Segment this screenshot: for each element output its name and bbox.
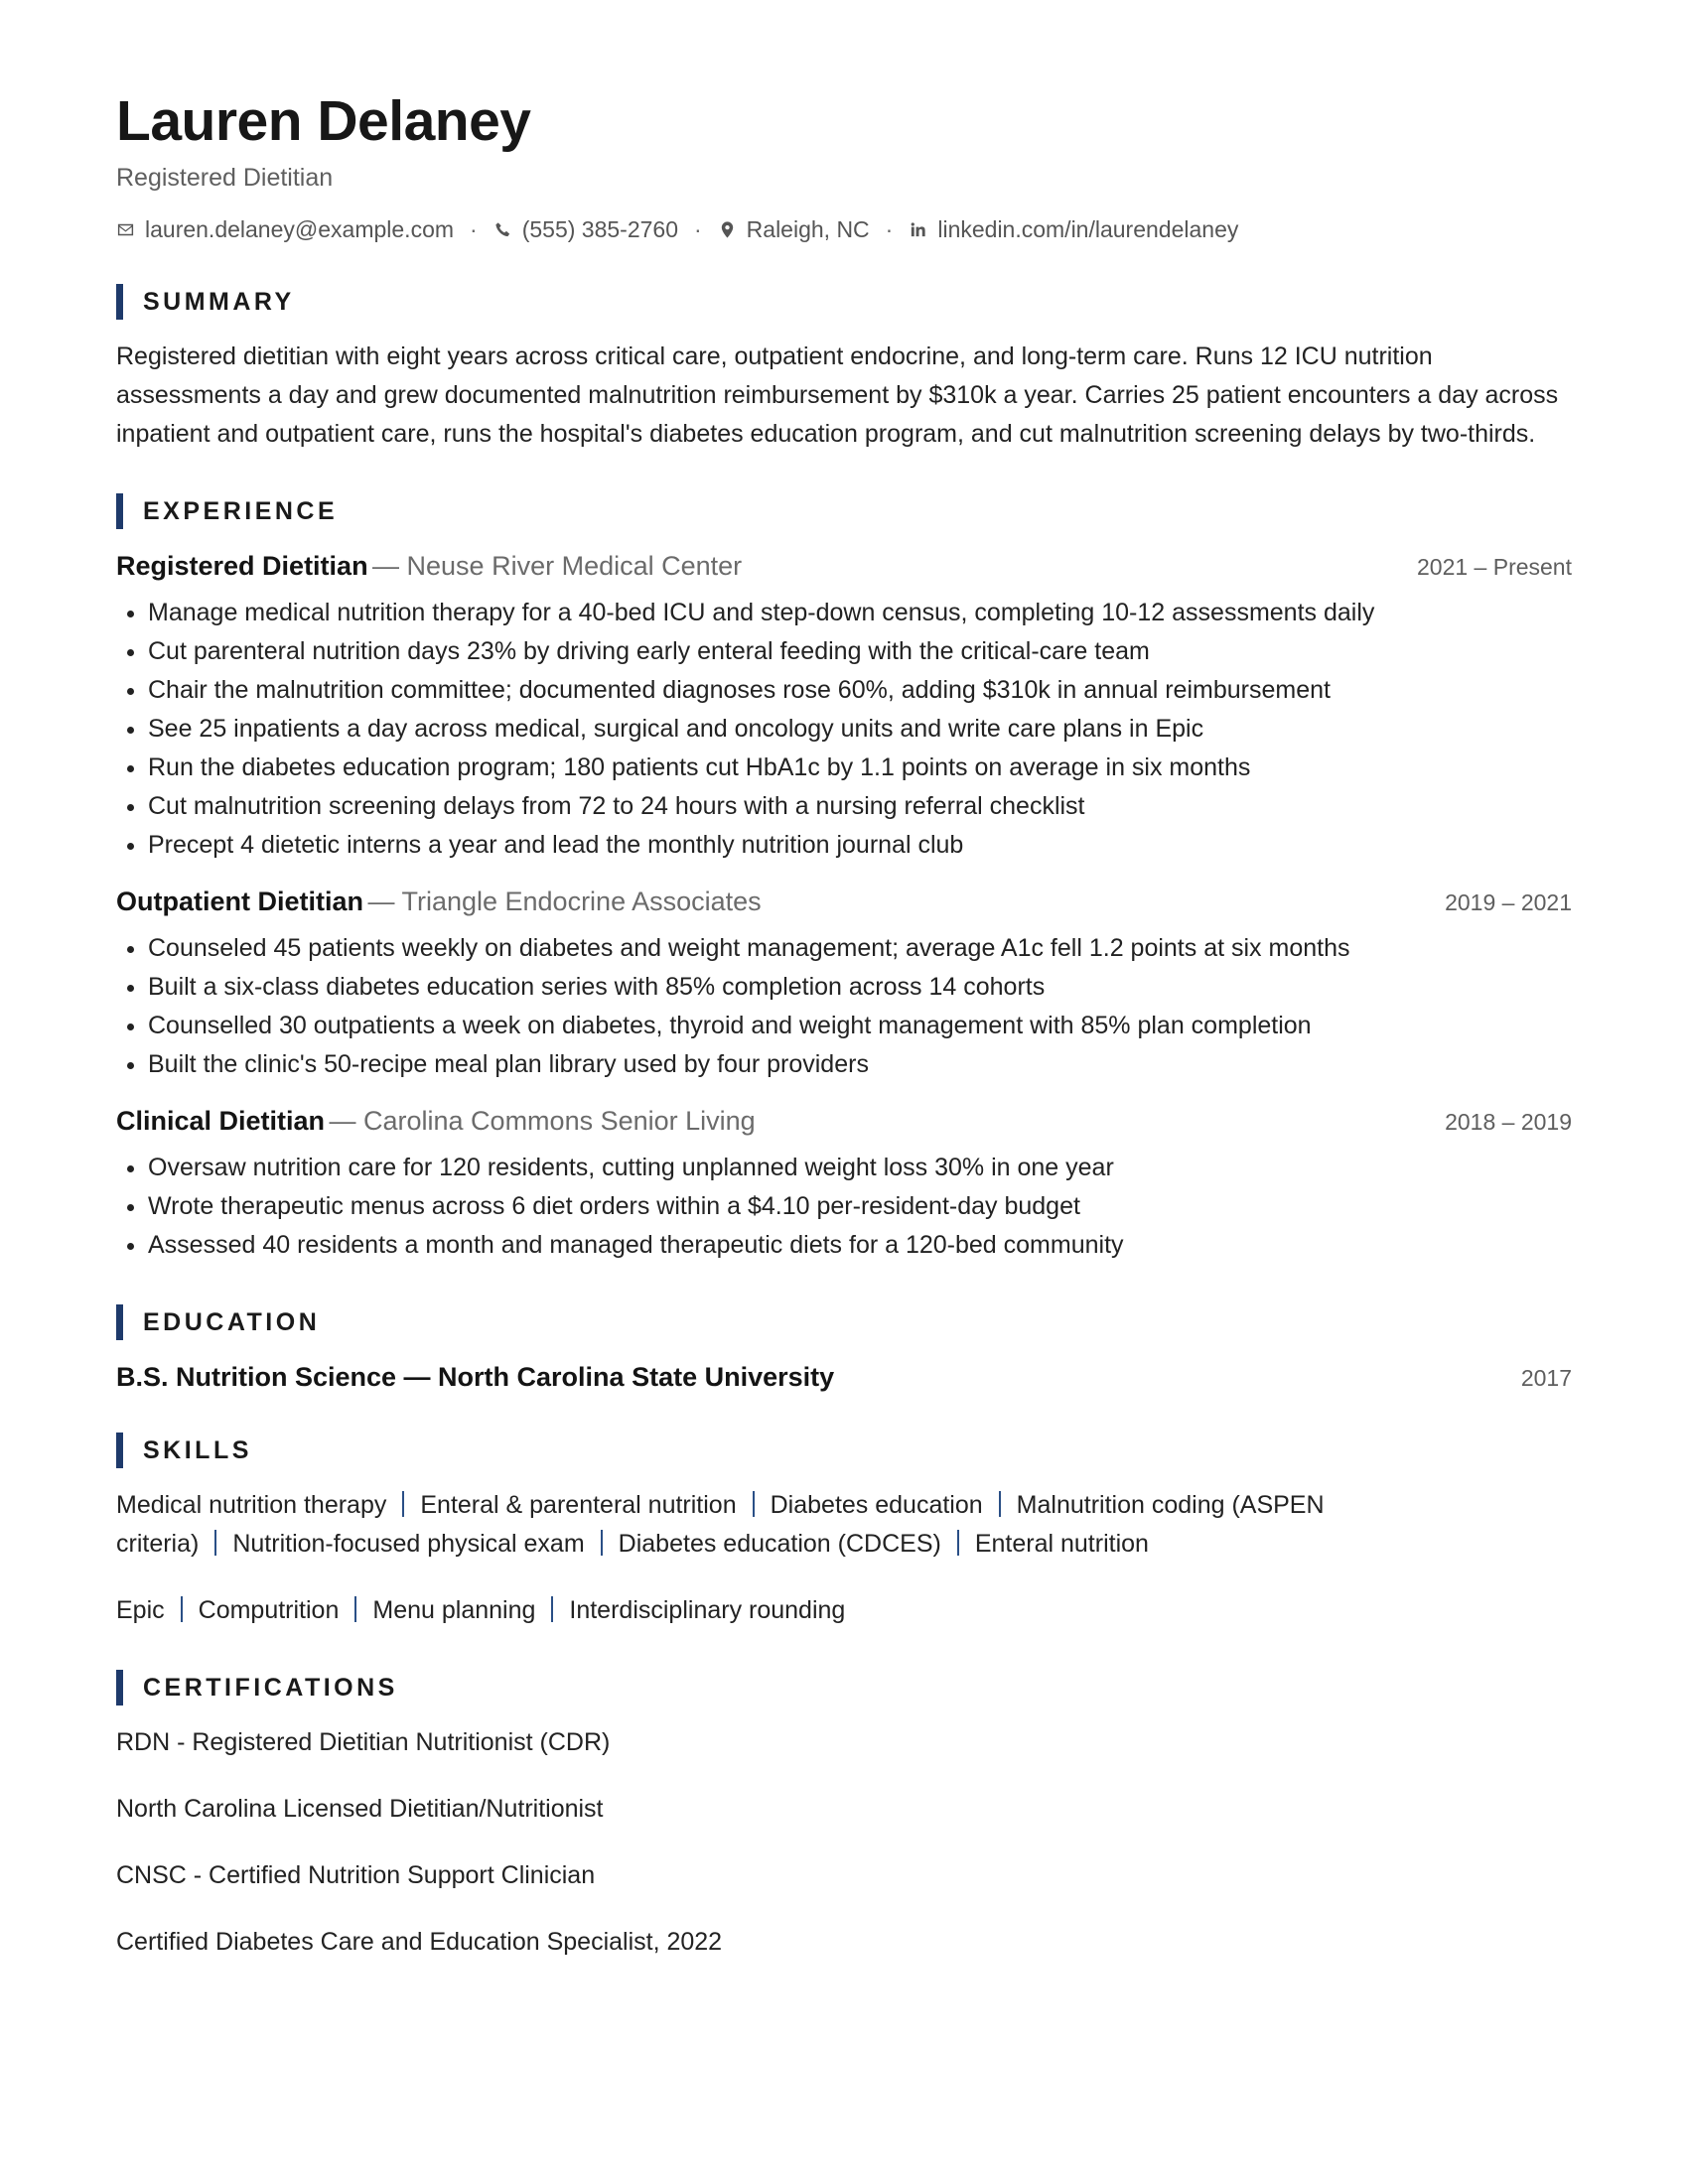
section-title-education: EDUCATION [143, 1307, 321, 1336]
contact-email[interactable] [116, 214, 454, 244]
skill-item: Menu planning [372, 1596, 536, 1624]
skill-item: Interdisciplinary rounding [569, 1596, 846, 1624]
skill-item: Nutrition-focused physical exam [232, 1530, 585, 1558]
skills-group-primary [116, 1486, 1407, 1564]
mail-icon [116, 220, 135, 239]
skill-item: Medical nutrition therapy [116, 1491, 387, 1519]
job-bullets [116, 929, 1572, 1084]
skill-divider [214, 1530, 216, 1556]
section-accent-bar [116, 284, 123, 320]
job-role: Registered Dietitian [116, 551, 368, 581]
skill-divider [551, 1596, 553, 1622]
list-item: • See 25 inpatients a day across medical, surgical and oncology units and write care plans in Epic [148, 710, 1572, 749]
list-item: • Counselled 30 outpatients a week on diabetes, thyroid and weight management with 85% plan completion [148, 1007, 1572, 1045]
location-text: Raleigh, NC [746, 216, 870, 242]
section-accent-bar [116, 1304, 123, 1340]
certifications-section [116, 1670, 1572, 1962]
list-item: • Counseled 45 patients weekly on diabetes and weight management; average A1c fell 1.2 points at six months [148, 929, 1572, 968]
job-header [116, 1106, 1572, 1137]
list-item: • Assessed 40 residents a month and managed therapeutic diets for a 120-bed community [148, 1226, 1572, 1265]
experience-section [116, 493, 1572, 1265]
job-dates: 2018 – 2019 [1445, 1109, 1572, 1135]
section-header [116, 284, 1572, 320]
candidate-name: Lauren Delaney [116, 89, 531, 153]
job-header [116, 551, 1572, 582]
skill-item: Diabetes education [770, 1491, 983, 1519]
contact-separator: · [470, 216, 478, 242]
section-title-skills: SKILLS [143, 1435, 252, 1464]
skill-divider [999, 1491, 1001, 1517]
list-item: • Precept 4 dietetic interns a year and lead the monthly nutrition journal club [148, 826, 1572, 865]
section-title-certifications: CERTIFICATIONS [143, 1673, 398, 1702]
job-entry [116, 1106, 1572, 1265]
list-item: • Built the clinic's 50-recipe meal plan library used by four providers [148, 1045, 1572, 1084]
skill-divider [354, 1596, 356, 1622]
skill-item: Enteral nutrition [974, 1530, 1149, 1558]
summary-text: Registered dietitian with eight years across critical care, outpatient endocrine, and long-term care. Runs 12 ICU nutrition assessments a day and grew documented malnutrition reimbursement by $310k a year. Carries 25 patient encounters a day across inpatient and outpatient care, runs the hospital's diabetes education program, and cut malnutrition screening delays by two-thirds. [116, 342, 1559, 448]
skill-item: Enteral & parenteral nutrition [420, 1491, 737, 1519]
skill-divider [957, 1530, 959, 1556]
linkedin-icon [909, 220, 927, 239]
section-header [116, 493, 1572, 529]
skill-divider [181, 1596, 183, 1622]
skills-group-secondary [116, 1591, 1572, 1630]
skills-section [116, 1433, 1572, 1630]
degree-text: B.S. Nutrition Science — North Carolina State University [116, 1362, 835, 1392]
location-pin-icon [718, 220, 737, 239]
contact-line [116, 214, 1572, 244]
section-header [116, 1670, 1572, 1706]
job-organization: — Neuse River Medical Center [372, 551, 743, 581]
phone-icon [493, 220, 512, 239]
certification-item: RDN - Registered Dietitian Nutritionist (CDR) [116, 1728, 611, 1756]
education-section [116, 1304, 1572, 1393]
list-item: • Wrote therapeutic menus across 6 diet orders within a $4.10 per-resident-day budget [148, 1187, 1572, 1226]
job-entry [116, 551, 1572, 865]
skill-item: Diabetes education (CDCES) [618, 1530, 941, 1558]
contact-linkedin[interactable] [909, 214, 1238, 244]
list-item: • Cut malnutrition screening delays from 72 to 24 hours with a nursing referral checklist [148, 787, 1572, 826]
job-dates: 2019 – 2021 [1445, 889, 1572, 915]
list-item: • Cut parenteral nutrition days 23% by driving early enteral feeding with the critical-care team [148, 632, 1572, 671]
skill-item: Malnutrition coding (ASPEN criteria) [116, 1491, 1325, 1558]
email-text: lauren.delaney@example.com [145, 216, 455, 242]
job-bullets [116, 594, 1572, 865]
job-bullets [116, 1149, 1572, 1265]
job-role: Outpatient Dietitian [116, 887, 363, 916]
contact-location [718, 214, 870, 244]
skill-item: Epic [116, 1596, 165, 1624]
summary-section [116, 284, 1572, 454]
section-title-experience: EXPERIENCE [143, 496, 339, 525]
job-entry [116, 887, 1572, 1084]
job-role: Clinical Dietitian [116, 1106, 326, 1136]
job-organization: — Carolina Commons Senior Living [329, 1106, 756, 1136]
list-item: • Oversaw nutrition care for 120 residents, cutting unplanned weight loss 30% in one year [148, 1149, 1572, 1187]
certification-item: CNSC - Certified Nutrition Support Clinician [116, 1861, 596, 1889]
contact-phone[interactable] [493, 214, 678, 244]
phone-text: (555) 385-2760 [521, 216, 678, 242]
section-accent-bar [116, 1670, 123, 1706]
certification-item: Certified Diabetes Care and Education Specialist, 2022 [116, 1928, 723, 1956]
skill-divider [601, 1530, 603, 1556]
graduation-year: 2017 [1520, 1365, 1572, 1391]
contact-separator: · [885, 216, 894, 242]
section-header [116, 1433, 1572, 1468]
section-accent-bar [116, 493, 123, 529]
job-header [116, 887, 1572, 917]
list-item: • Manage medical nutrition therapy for a 40-bed ICU and step-down census, completing 10-12 assessments daily [148, 594, 1572, 632]
list-item: • Run the diabetes education program; 180 patients cut HbA1c by 1.1 points on average in six months [148, 749, 1572, 787]
job-organization: — Triangle Endocrine Associates [367, 887, 762, 916]
contact-separator: · [694, 216, 702, 242]
skill-item: Computrition [198, 1596, 340, 1624]
section-header [116, 1304, 1572, 1340]
job-dates: 2021 – Present [1416, 554, 1572, 580]
list-item: • Chair the malnutrition committee; documented diagnoses rose 60%, adding $310k in annual reimbursement [148, 671, 1572, 710]
skill-divider [753, 1491, 755, 1517]
section-title-summary: SUMMARY [143, 287, 295, 316]
linkedin-text: linkedin.com/in/laurendelaney [937, 216, 1239, 242]
candidate-title: Registered Dietitian [116, 164, 334, 192]
certification-item: North Carolina Licensed Dietitian/Nutritionist [116, 1795, 604, 1823]
list-item: • Built a six-class diabetes education series with 85% completion across 14 cohorts [148, 968, 1572, 1007]
education-entry [116, 1362, 1572, 1393]
section-accent-bar [116, 1433, 123, 1468]
skill-divider [402, 1491, 404, 1517]
